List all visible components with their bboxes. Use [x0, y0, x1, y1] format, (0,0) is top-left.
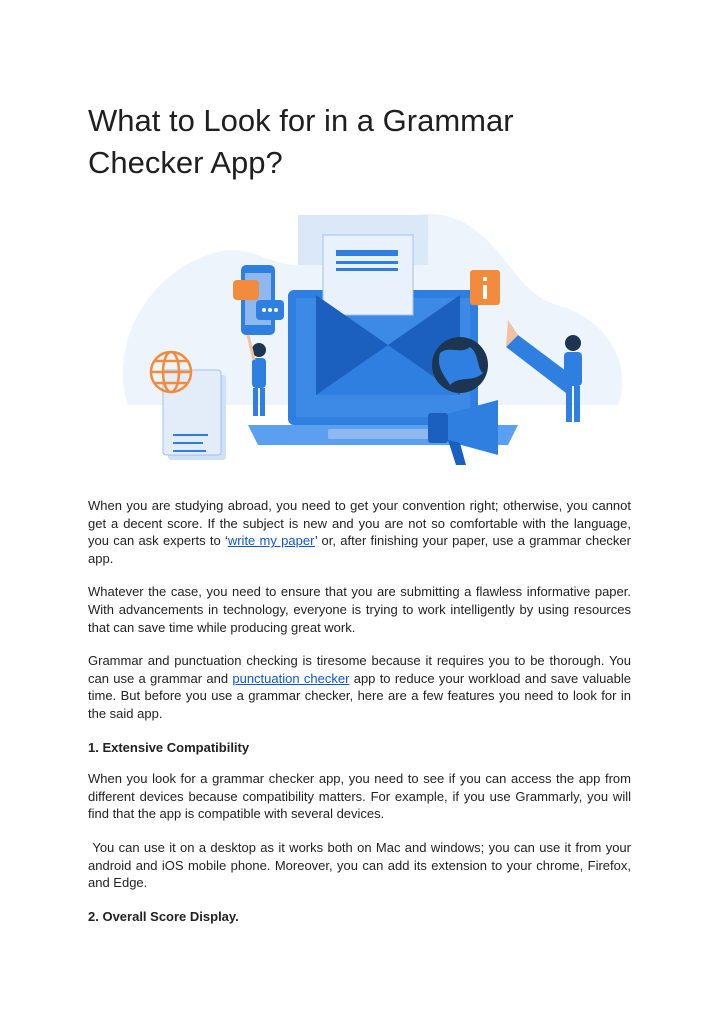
paragraph-3 [88, 652, 631, 722]
page-title [88, 100, 648, 184]
info-icon [470, 270, 500, 305]
title-line-2: Checker App? [88, 145, 283, 180]
section-heading-2: 2. Overall Score Display. [88, 908, 239, 924]
paragraph-4: When you look for a grammar checker app, you need to see if you can access the app from different devices because compatibility matters. For example, if you use Grammarly, you will find that the app is compatible with several devices. [88, 771, 631, 822]
paragraph-3-text-a: Grammar and punctuation checking is tiresome because it requires you to be thorough. You can use a grammar and [88, 653, 631, 686]
hero-illustration [88, 195, 638, 480]
paragraph-1-text-a: When you are studying abroad, you need to get your convention right; otherwise, you cannot get a decent score. If the subject is new and you are not so comfortable with the language, you can ask experts to ‘ [88, 498, 631, 549]
section-heading-1: 1. Extensive Compatibility [88, 739, 250, 755]
paragraph-2: Whatever the case, you need to ensure that you are submitting a flawless informative paper. With advancements in technology, everyone is trying to work intelligently by using resources that can save time while producing great work. [88, 584, 631, 635]
article-body [88, 497, 631, 939]
paragraph-5: You can use it on a desktop as it works both on Mac and windows; you can use it from your android and iOS mobile phone. Moreover, you can add its extension to your chrome, Firefox, and Edge. [88, 839, 631, 891]
paragraph-1-text-b: ’ or, after finishing your paper, use a grammar checker app. [88, 533, 631, 566]
paragraph-3-text-b: app to reduce your workload and save valuable time. But before you use a grammar checker, here are a few features you need to look for in the said app. [88, 670, 631, 721]
write-my-paper-link[interactable]: write my paper [227, 533, 315, 549]
paragraph-1 [88, 497, 631, 567]
punctuation-checker-link[interactable]: punctuation checker [232, 670, 350, 686]
title-line-1: What to Look for in a Grammar [88, 103, 514, 138]
earth-icon [432, 337, 488, 393]
